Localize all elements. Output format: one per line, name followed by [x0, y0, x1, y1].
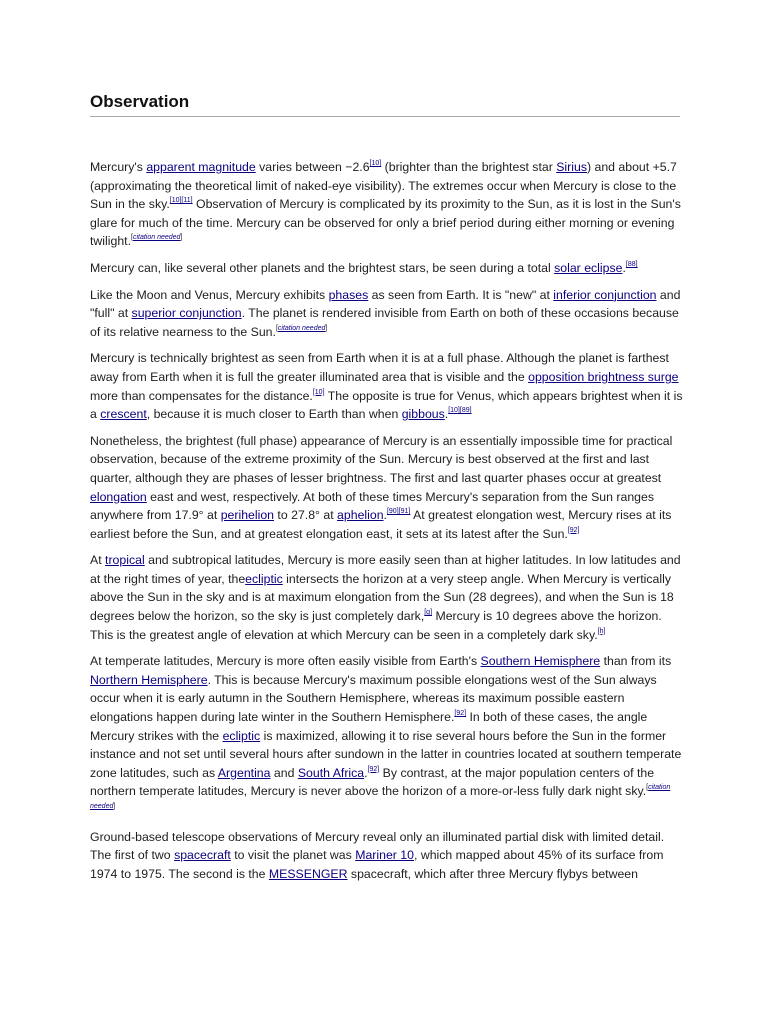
ref-link[interactable]: [90][91]	[386, 508, 411, 516]
text: .	[622, 260, 626, 275]
article-body	[90, 158, 684, 891]
link-southern-hemisphere[interactable]: Southern Hemisphere	[480, 654, 601, 669]
link-aphelion[interactable]: aphelion	[337, 508, 384, 523]
link-argentina[interactable]: Argentina	[217, 765, 271, 780]
text: .	[364, 765, 368, 780]
paragraph-2	[90, 259, 684, 278]
link-tropical[interactable]: tropical	[105, 553, 145, 568]
text: .	[444, 407, 449, 422]
text: By contrast, at the major population centers of the northern temperate latitudes, Mercury is never above the horizon of a more-or-less fully dark night sky.	[90, 765, 655, 799]
paragraph-6	[90, 551, 684, 644]
link-south-africa[interactable]: South Africa	[297, 765, 365, 780]
text: (brighter than the brightest star	[381, 160, 557, 174]
ref-link[interactable]: [10][89]	[448, 407, 472, 415]
link-messenger[interactable]: MESSENGER	[268, 866, 348, 881]
text: , because it is much closer to Earth than when	[146, 407, 402, 422]
text: and "full" at	[90, 287, 681, 321]
ref-link[interactable]: [88]	[625, 260, 638, 268]
link-mariner-10[interactable]: Mariner 10	[355, 848, 414, 863]
link-phases[interactable]: phases	[328, 287, 369, 302]
text: At temperate latitudes, Mercury is more often easily visible from Earth's	[90, 654, 481, 669]
note-link[interactable]: [g]	[424, 609, 433, 617]
link-northern-hemisphere[interactable]: Northern Hemisphere	[90, 672, 208, 687]
ref-link[interactable]: [92]	[567, 526, 580, 534]
link-apparent-magnitude[interactable]: apparent magnitude	[146, 160, 256, 174]
link-superior-conjunction[interactable]: superior conjunction	[131, 306, 242, 321]
text: more than compensates for the distance.	[90, 388, 313, 403]
text: Observation of Mercury is complicated by its proximity to the Sun, as it is lost in the Sun's glare for much of the time. Mercury can be observed for only a brief period during either morning or evening twilight.	[90, 197, 681, 249]
text: than from its	[600, 654, 672, 669]
ref-link[interactable]: [10][11]	[169, 197, 193, 205]
text: as seen from Earth. It is "new" at	[368, 287, 554, 302]
heading-divider	[90, 116, 680, 117]
paragraph-3: Like the Moon and Venus, Mercury exhibits phases as seen from Earth. It is "new" at inferior conjunction and "full" at superior conjunction. The planet is rendered invisible from Earth on both of these occasions because of its relative nearness to the Sun.[citation needed]	[90, 287, 681, 339]
paragraph-8	[90, 828, 684, 884]
text: Ground-based telescope observations of Mercury reveal only an illuminated partial disk with limited detail. The first of two	[90, 829, 665, 863]
text: At	[90, 553, 106, 568]
text: varies between −2.6	[255, 160, 370, 174]
paragraph-7: At temperate latitudes, Mercury is more often easily visible from Earth's Southern Hemisphere than from its Northern Hemisphere. This is because Mercury's maximum possible elongations west of the Sun always occur when it is early autumn in the Southern Hemisphere, whereas its maximum possible eastern elongations happen during late winter in the Southern Hemisphere.[92] In both of these cases, the angle Mercury strikes with the ecliptic is maximized, allowing it to rise several hours before the Sun in the former instance and not set until several hours after sundown in the latter in countries located at southern temperate zone latitudes, such as Argentina and South Africa.[92] By contrast, at the major population centers of the northern temperate latitudes, Mercury is never above the horizon of a more-or-less fully dark night sky.[citation needed]	[90, 654, 682, 810]
link-elongation[interactable]: elongation	[90, 489, 147, 504]
text: Mercury is 10 degrees above the horizon. This is the greatest angle of elevation at which Mercury can be seen in a completely dark sky.	[90, 609, 662, 642]
paragraph-4	[90, 349, 684, 423]
link-opposition-brightness-surge[interactable]: opposition brightness surge	[528, 369, 679, 384]
link-ecliptic[interactable]: ecliptic	[245, 571, 283, 586]
text: At greatest elongation west, Mercury rises at its earliest before the Sun, and at greatest elongation east, it sets at its latest after the Sun.	[90, 508, 672, 541]
text: The opposite is true for Venus, which appears brightest when it is a	[90, 388, 683, 422]
text: spacecraft, which after three Mercury flybys between	[347, 866, 638, 881]
ref-link[interactable]: [92]	[454, 710, 467, 718]
link-gibbous[interactable]: gibbous	[401, 407, 445, 422]
link-spacecraft[interactable]: spacecraft	[174, 848, 231, 863]
paragraph-5	[90, 432, 684, 544]
text: and subtropical latitudes, Mercury is more easily seen than at higher latitudes. In low latitudes and at the right times of year, the	[90, 553, 681, 586]
citation-needed-link[interactable]: citation needed	[90, 784, 671, 810]
text: to visit the planet was	[230, 848, 356, 863]
text: . The planet is rendered invisible from Earth on both of these occasions because of its relative nearness to the Sun.	[90, 306, 679, 339]
text: intersects the horizon at a very steep angle. When Mercury is vertically above the Sun in the sky and is at maximum elongation from the Sun (28 degrees), and when the Sun is 18 degrees below the horizon, so the sky is just completely dark,	[90, 571, 674, 624]
section-heading: Observation	[90, 92, 190, 111]
text: Mercury can, like several other planets and the brightest stars, be seen during a total	[90, 260, 555, 275]
text: Mercury's	[90, 160, 147, 174]
text: In both of these cases, the angle Mercury strikes with the	[90, 710, 648, 743]
citation-needed-link[interactable]: citation needed	[277, 324, 326, 332]
link-perihelion[interactable]: perihelion	[220, 508, 275, 523]
text: , which mapped about 45% of its surface from 1974 to 1975. The second is the	[90, 848, 664, 881]
ref-link[interactable]: [10]	[312, 388, 325, 396]
text: . This is because Mercury's maximum possible elongations west of the Sun always occur when it is early autumn in the Southern Hemisphere, whereas its maximum possible eastern elongations happen during late winter in the Southern Hemisphere.	[90, 672, 657, 725]
text: and	[270, 765, 298, 780]
note-link[interactable]: [h]	[597, 627, 606, 635]
link-sirius[interactable]: Sirius	[556, 160, 587, 174]
link-ecliptic[interactable]: ecliptic	[222, 728, 261, 743]
ref-link[interactable]: [92]	[367, 765, 380, 773]
text: Nonetheless, the brightest (full phase) appearance of Mercury is an essentially impossible time for practical observation, because of the extreme proximity of the Sun. Mercury is best observed at the first and last quarter, although they are phases of lesser brightness. The first and last quarter phases occur at greatest	[90, 433, 673, 485]
text: is maximized, allowing it to rise several hours before the Sun in the former instance and not set until several hours after sundown in the latter in countries located at southern temperate zone latitudes, such as	[90, 728, 682, 780]
paragraph-1: Mercury's apparent magnitude varies between −2.6[10] (brighter than the brightest star Sirius) and about +5.7 (approximating the theoretical limit of naked-eye visibility). The extremes occur when Mercury is close to the Sun in the sky.[10][11] Observation of Mercury is complicated by its proximity to the Sun, as it is lost in the Sun's glare for much of the time. Mercury can be observed for only a brief period during either morning or evening twilight.[citation needed]	[90, 160, 681, 249]
text: Like the Moon and Venus, Mercury exhibits	[90, 287, 329, 302]
text: .	[383, 508, 387, 523]
link-solar-eclipse[interactable]: solar eclipse	[554, 260, 623, 275]
text: east and west, respectively. At both of these times Mercury's separation from the Sun ranges anywhere from 17.9° at	[90, 489, 654, 523]
text: to 27.8° at	[274, 508, 338, 523]
text: Mercury is technically brightest as seen from Earth when it is at a full phase. Although the planet is farthest away from Earth when it is full the greater illuminated area that is visible and the	[90, 351, 669, 384]
citation-needed-link[interactable]: citation needed	[132, 234, 181, 242]
ref-link[interactable]: [10]	[369, 160, 382, 167]
link-inferior-conjunction[interactable]: inferior conjunction	[553, 287, 657, 302]
link-crescent[interactable]: crescent	[100, 407, 147, 422]
text: ) and about +5.7 (approximating the theoretical limit of naked-eye visibility). The extremes occur when Mercury is close to the Sun in the sky.	[90, 160, 677, 212]
